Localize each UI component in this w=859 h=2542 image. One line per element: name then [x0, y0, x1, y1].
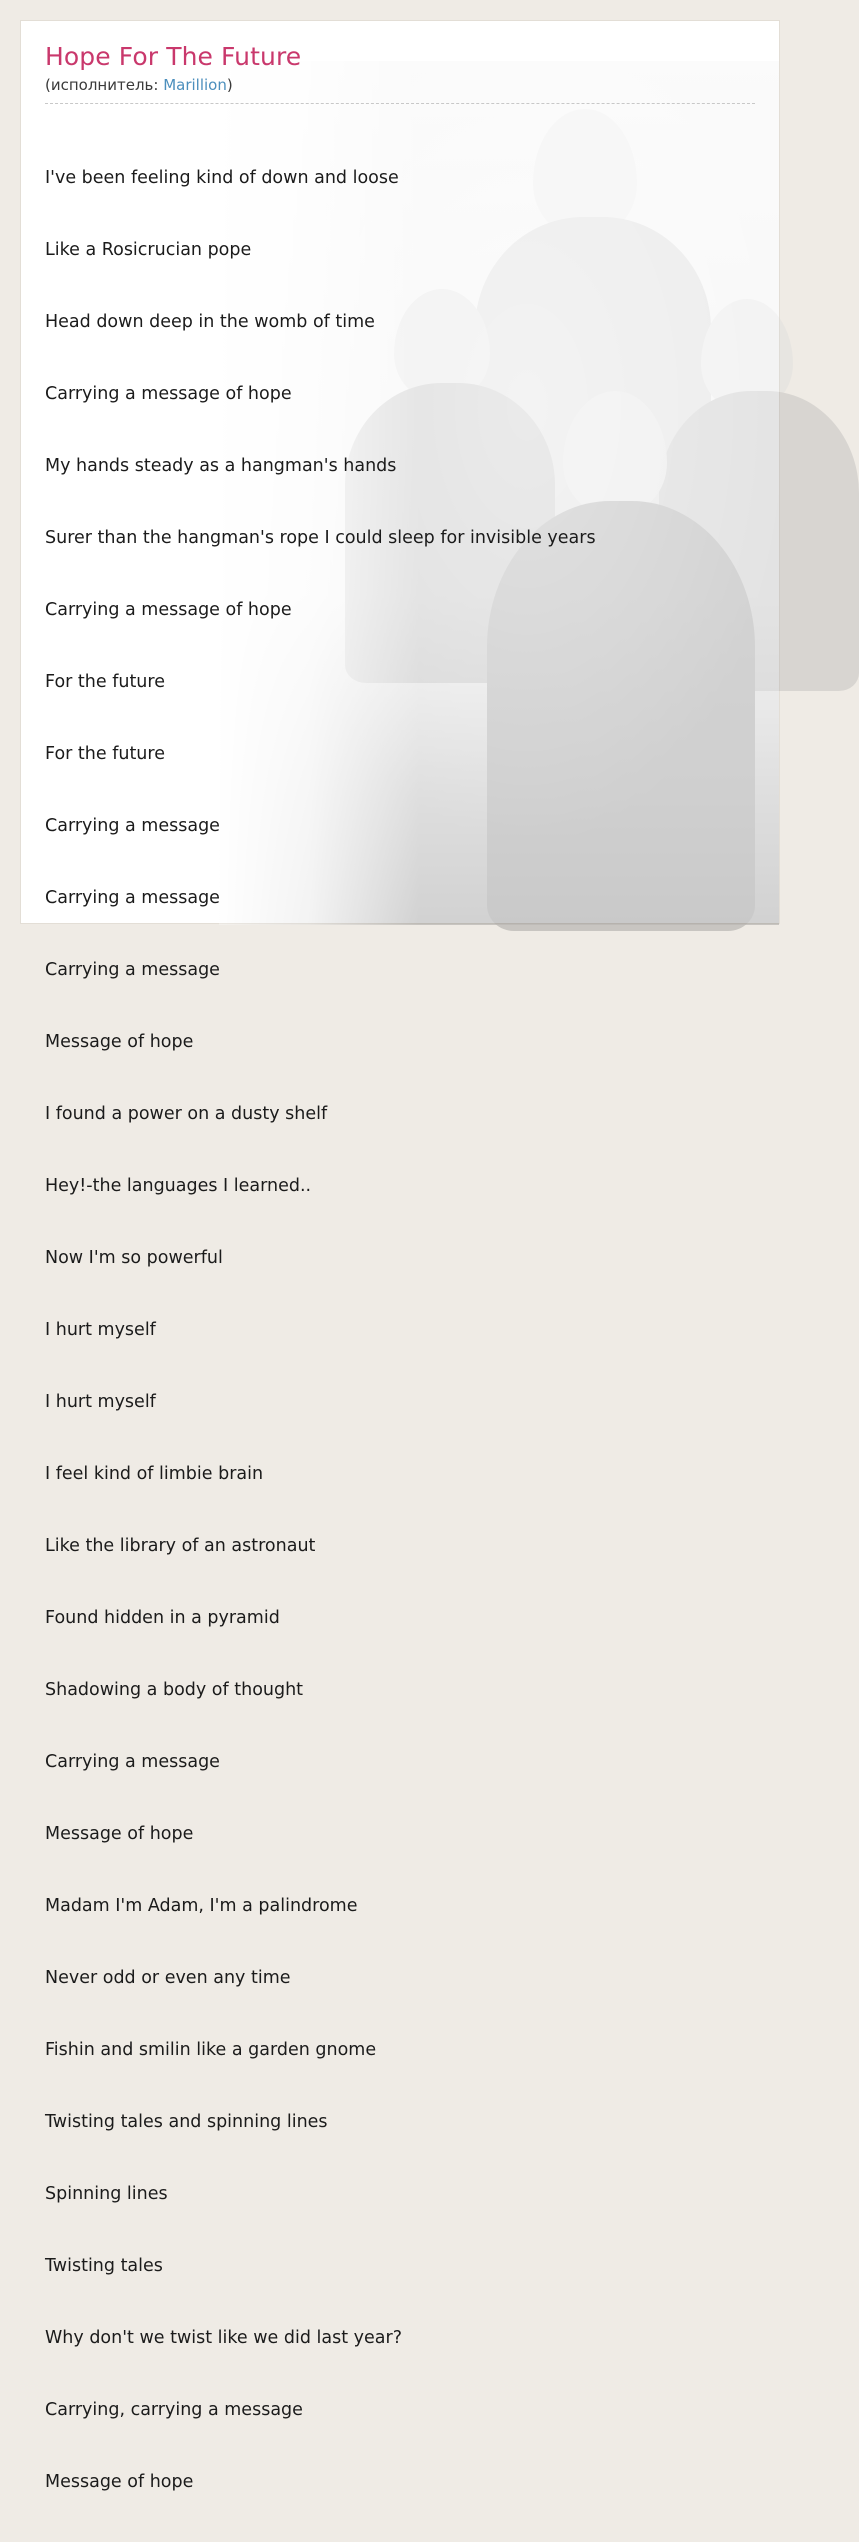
lyrics-line: Like a Rosicrucian pope	[45, 239, 252, 260]
lyrics-line: Carrying a message	[45, 959, 220, 980]
lyrics-line: Carrying, carrying a message	[45, 2399, 303, 2420]
artist-prefix-label: (исполнитель:	[45, 75, 164, 94]
lyrics-line: I've been feeling kind of down and loose	[45, 167, 399, 188]
lyrics-line: I hurt myself	[45, 1319, 156, 1340]
lyrics-line: Carrying a message	[45, 815, 220, 836]
lyrics-line: Madam I'm Adam, I'm a palindrome	[45, 1895, 358, 1916]
lyrics-line: Shadowing a body of thought	[45, 1679, 304, 1700]
page-title: Hope For The Future	[45, 42, 302, 71]
lyrics-line: Why don't we twist like we did last year?	[45, 2327, 402, 2348]
lyrics-line: My hands steady as a hangman's hands	[45, 455, 397, 476]
lyrics-line: Like the library of an astronaut	[45, 1535, 316, 1556]
lyrics-line: Now I'm so powerful	[45, 1247, 223, 1268]
lyrics-page	[20, 20, 780, 2492]
lyrics-line: Never odd or even any time	[45, 1967, 291, 1988]
artist-link[interactable]: Marillion	[163, 75, 227, 94]
lyrics-line: Head down deep in the womb of time	[45, 311, 375, 332]
lyrics-line: For the future	[45, 743, 165, 764]
lyrics-line: For the future	[45, 671, 165, 692]
lyrics-line: Fishin and smilin like a garden gnome	[45, 2039, 377, 2060]
lyrics-body	[45, 118, 755, 2542]
artist-suffix-label: )	[226, 75, 233, 94]
lyrics-line: Found hidden in a pyramid	[45, 1607, 280, 1628]
lyrics-line: Surer than the hangman's rope I could sleep for invisible years	[45, 527, 596, 548]
lyrics-line: Twisting tales and spinning lines	[45, 2111, 328, 2132]
lyrics-line: Carrying a message of hope	[45, 383, 292, 404]
lyrics-line: Carrying a message of hope	[45, 599, 292, 620]
lyrics-line: I found a power on a dusty shelf	[45, 1103, 328, 1124]
lyrics-line: Message of hope	[45, 1823, 194, 1844]
lyrics-line: Hey!-the languages I learned..	[45, 1175, 312, 1196]
lyrics-line: Carrying a message	[45, 1751, 220, 1772]
lyrics-line: I feel kind of limbie brain	[45, 1463, 264, 1484]
lyrics-line: I hurt myself	[45, 1391, 156, 1412]
lyrics-line: Message of hope	[45, 1031, 194, 1052]
page-content	[21, 21, 779, 2542]
lyrics-line: Spinning lines	[45, 2183, 168, 2204]
lyrics-line: Twisting tales	[45, 2255, 163, 2276]
lyrics-line: Carrying a message	[45, 887, 220, 908]
artist-line	[45, 76, 755, 104]
lyrics-line: Message of hope	[45, 2471, 194, 2492]
